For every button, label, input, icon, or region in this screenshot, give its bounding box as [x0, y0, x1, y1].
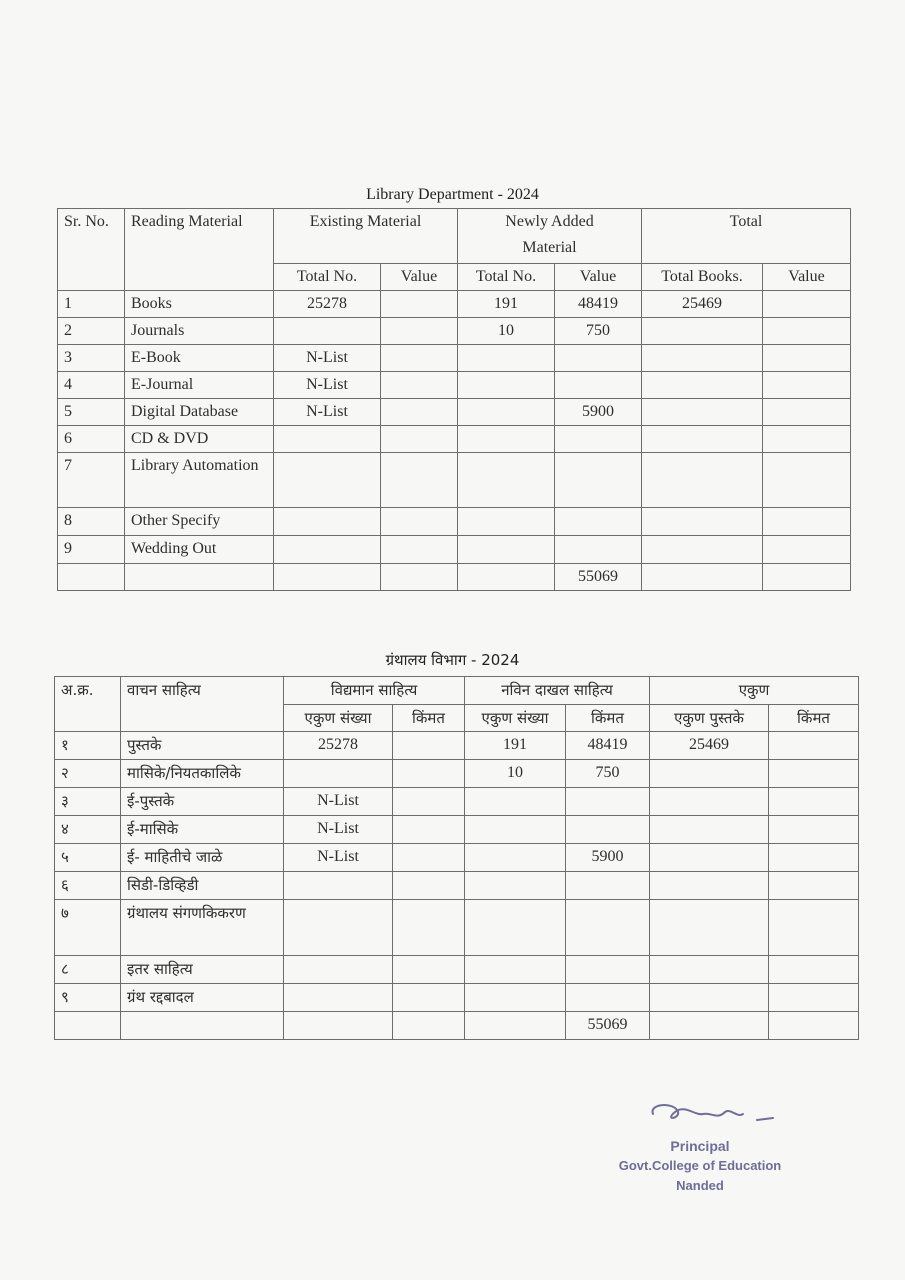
row-new-no [465, 816, 566, 844]
table-row [55, 900, 859, 956]
row-new-val [566, 900, 650, 956]
row-ex-no: N-List [274, 399, 381, 426]
table-row [58, 291, 851, 318]
row-new-val [566, 956, 650, 984]
row-number: 2 [58, 318, 125, 345]
row-ex-val [393, 872, 465, 900]
table-row [55, 788, 859, 816]
row-new-no [458, 399, 555, 426]
row-ex-no [274, 426, 381, 453]
row-tot-books [642, 345, 763, 372]
english-library-table [57, 208, 851, 591]
row-ex-val [381, 426, 458, 453]
table-row [55, 844, 859, 872]
table-row [55, 956, 859, 984]
row-material-name: CD & DVD [125, 426, 274, 453]
row-tot-books [650, 900, 769, 956]
header-existing-total-no: Total No. [274, 264, 381, 291]
row-number: 9 [58, 536, 125, 564]
mr-header-existing-value: किंमत [393, 705, 465, 732]
row-ex-val [381, 291, 458, 318]
row-material-name: Library Automation [125, 453, 274, 508]
row-ex-val [393, 844, 465, 872]
row-tot-books: 25469 [642, 291, 763, 318]
row-ex-val [393, 984, 465, 1012]
header-reading-material: Reading Material [125, 209, 274, 291]
row-number: २ [55, 760, 121, 788]
row-new-no [465, 872, 566, 900]
row-ex-no: N-List [274, 372, 381, 399]
table-row [58, 372, 851, 399]
row-material-name: इतर साहित्य [121, 956, 284, 984]
row-tot-books [642, 536, 763, 564]
row-tot-books [642, 372, 763, 399]
header-existing-value: Value [381, 264, 458, 291]
row-tot-books [642, 399, 763, 426]
mr-header-total-value: किंमत [769, 705, 859, 732]
english-grand-total: 55069 [555, 564, 642, 591]
header-newly-added-material: Newly Added Material [458, 209, 642, 264]
row-number: 6 [58, 426, 125, 453]
row-ex-no: N-List [284, 844, 393, 872]
row-tot-val [763, 291, 851, 318]
row-new-no [458, 345, 555, 372]
stamp-line-city: Nanded [676, 1178, 724, 1193]
table-row [58, 508, 851, 536]
row-number: ६ [55, 872, 121, 900]
row-material-name: Wedding Out [125, 536, 274, 564]
row-new-no: 191 [465, 732, 566, 760]
row-tot-books: 25469 [650, 732, 769, 760]
header-sr-no: Sr. No. [58, 209, 125, 291]
row-new-val [566, 788, 650, 816]
row-new-no [458, 426, 555, 453]
row-material-name: E-Book [125, 345, 274, 372]
table-row [55, 732, 859, 760]
marathi-grand-total: 55069 [566, 1012, 650, 1040]
row-new-no [465, 984, 566, 1012]
table-row [58, 426, 851, 453]
principal-stamp [595, 1136, 805, 1196]
english-table-body [58, 291, 851, 564]
row-new-val [555, 372, 642, 399]
row-new-no [458, 508, 555, 536]
row-tot-val [763, 508, 851, 536]
row-material-name: Journals [125, 318, 274, 345]
header-new-total-no: Total No. [458, 264, 555, 291]
row-new-val: 5900 [566, 844, 650, 872]
row-tot-books [642, 508, 763, 536]
table-row [58, 399, 851, 426]
row-new-no [465, 844, 566, 872]
row-ex-no [284, 872, 393, 900]
row-ex-val [381, 453, 458, 508]
header-total-value: Value [763, 264, 851, 291]
row-new-val [566, 872, 650, 900]
row-tot-val [769, 816, 859, 844]
header-total: Total [642, 209, 851, 264]
row-material-name: ई-मासिके [121, 816, 284, 844]
row-new-val [555, 453, 642, 508]
row-tot-val [763, 372, 851, 399]
row-material-name: पुस्तके [121, 732, 284, 760]
row-ex-val [393, 900, 465, 956]
row-tot-books [650, 956, 769, 984]
row-ex-val [381, 508, 458, 536]
mr-header-total-books: एकुण पुस्तके [650, 705, 769, 732]
row-ex-val [381, 372, 458, 399]
marathi-table-title: ग्रंथालय विभाग - 2024 [385, 651, 520, 669]
row-ex-val [381, 536, 458, 564]
row-ex-no [274, 536, 381, 564]
row-number: ३ [55, 788, 121, 816]
row-ex-val [393, 956, 465, 984]
row-new-no [465, 788, 566, 816]
row-ex-no: 25278 [274, 291, 381, 318]
row-new-val: 750 [566, 760, 650, 788]
row-ex-no [284, 900, 393, 956]
row-tot-books [650, 816, 769, 844]
row-material-name: Other Specify [125, 508, 274, 536]
row-ex-no: N-List [284, 788, 393, 816]
row-number: ४ [55, 816, 121, 844]
row-ex-val [381, 399, 458, 426]
table-row [58, 453, 851, 508]
mr-header-total: एकुण [650, 677, 859, 705]
row-material-name: सिडी-डिव्हिडी [121, 872, 284, 900]
row-tot-books [642, 318, 763, 345]
row-tot-books [650, 984, 769, 1012]
row-tot-val [763, 426, 851, 453]
row-tot-val [763, 318, 851, 345]
table-row [58, 345, 851, 372]
row-number: 8 [58, 508, 125, 536]
row-number: ८ [55, 956, 121, 984]
row-new-val [566, 984, 650, 1012]
table-row [55, 872, 859, 900]
table-row [55, 760, 859, 788]
english-grand-total-row [58, 564, 851, 591]
row-new-no: 191 [458, 291, 555, 318]
row-tot-books [650, 844, 769, 872]
mr-header-new-total-no: एकुण संख्या [465, 705, 566, 732]
row-tot-val [769, 900, 859, 956]
row-number: ७ [55, 900, 121, 956]
row-new-no [465, 956, 566, 984]
row-ex-no [274, 318, 381, 345]
row-tot-books [642, 426, 763, 453]
row-tot-val [763, 453, 851, 508]
marathi-grand-total-row [55, 1012, 859, 1040]
row-new-val [555, 508, 642, 536]
row-material-name: Digital Database [125, 399, 274, 426]
marathi-library-table [54, 676, 859, 1040]
row-number: १ [55, 732, 121, 760]
row-material-name: E-Journal [125, 372, 274, 399]
row-tot-val [763, 345, 851, 372]
row-tot-val [763, 536, 851, 564]
table-row [58, 318, 851, 345]
row-material-name: ग्रंथ रद्दबादल [121, 984, 284, 1012]
row-material-name: मासिके/नियतकालिके [121, 760, 284, 788]
row-ex-no [274, 508, 381, 536]
row-number: 7 [58, 453, 125, 508]
mr-header-new-value: किंमत [566, 705, 650, 732]
row-new-val: 750 [555, 318, 642, 345]
header-existing-material: Existing Material [274, 209, 458, 264]
row-new-val: 48419 [555, 291, 642, 318]
row-tot-books [650, 788, 769, 816]
row-tot-val [769, 760, 859, 788]
row-tot-books [650, 872, 769, 900]
row-ex-no: N-List [274, 345, 381, 372]
row-ex-no [284, 956, 393, 984]
table-row [58, 536, 851, 564]
row-ex-val [393, 760, 465, 788]
mr-header-newly-added-material: नविन दाखल साहित्य [465, 677, 650, 705]
row-new-val [555, 345, 642, 372]
row-tot-val [769, 844, 859, 872]
row-new-val: 5900 [555, 399, 642, 426]
row-number: 5 [58, 399, 125, 426]
row-number: 4 [58, 372, 125, 399]
stamp-line-principal: Principal [670, 1138, 730, 1154]
row-ex-val [393, 788, 465, 816]
row-ex-val [381, 318, 458, 345]
row-tot-books [650, 760, 769, 788]
row-material-name: Books [125, 291, 274, 318]
row-new-val: 48419 [566, 732, 650, 760]
row-ex-val [393, 732, 465, 760]
english-table-title: Library Department - 2024 [366, 186, 539, 203]
table-row [55, 816, 859, 844]
row-new-no: 10 [458, 318, 555, 345]
row-number: 1 [58, 291, 125, 318]
row-new-no: 10 [465, 760, 566, 788]
row-new-no [458, 536, 555, 564]
row-tot-val [769, 956, 859, 984]
row-material-name: ई-पुस्तके [121, 788, 284, 816]
row-tot-val [769, 872, 859, 900]
row-tot-books [642, 453, 763, 508]
row-ex-val [393, 816, 465, 844]
header-new-value: Value [555, 264, 642, 291]
stamp-line-college: Govt.College of Education [618, 1158, 782, 1173]
row-new-val [566, 816, 650, 844]
mr-header-sr-no: अ.क्र. [55, 677, 121, 732]
row-new-no [458, 453, 555, 508]
row-new-val [555, 536, 642, 564]
mr-header-existing-material: विद्यमान साहित्य [284, 677, 465, 705]
table-row [55, 984, 859, 1012]
row-new-val [555, 426, 642, 453]
marathi-table-body [55, 732, 859, 1012]
row-tot-val [769, 732, 859, 760]
row-ex-val [381, 345, 458, 372]
row-new-no [465, 900, 566, 956]
row-number: ५ [55, 844, 121, 872]
row-tot-val [769, 788, 859, 816]
row-number: ९ [55, 984, 121, 1012]
row-number: 3 [58, 345, 125, 372]
principal-signature [645, 1098, 785, 1138]
row-ex-no: N-List [284, 816, 393, 844]
mr-header-reading-material: वाचन साहित्य [121, 677, 284, 732]
row-new-no [458, 372, 555, 399]
row-ex-no [284, 760, 393, 788]
row-ex-no: 25278 [284, 732, 393, 760]
row-material-name: ग्रंथालय संगणकिकरण [121, 900, 284, 956]
row-material-name: ई- माहितीचे जाळे [121, 844, 284, 872]
row-tot-val [763, 399, 851, 426]
header-total-books: Total Books. [642, 264, 763, 291]
mr-header-existing-total-no: एकुण संख्या [284, 705, 393, 732]
row-ex-no [284, 984, 393, 1012]
row-tot-val [769, 984, 859, 1012]
row-ex-no [274, 453, 381, 508]
